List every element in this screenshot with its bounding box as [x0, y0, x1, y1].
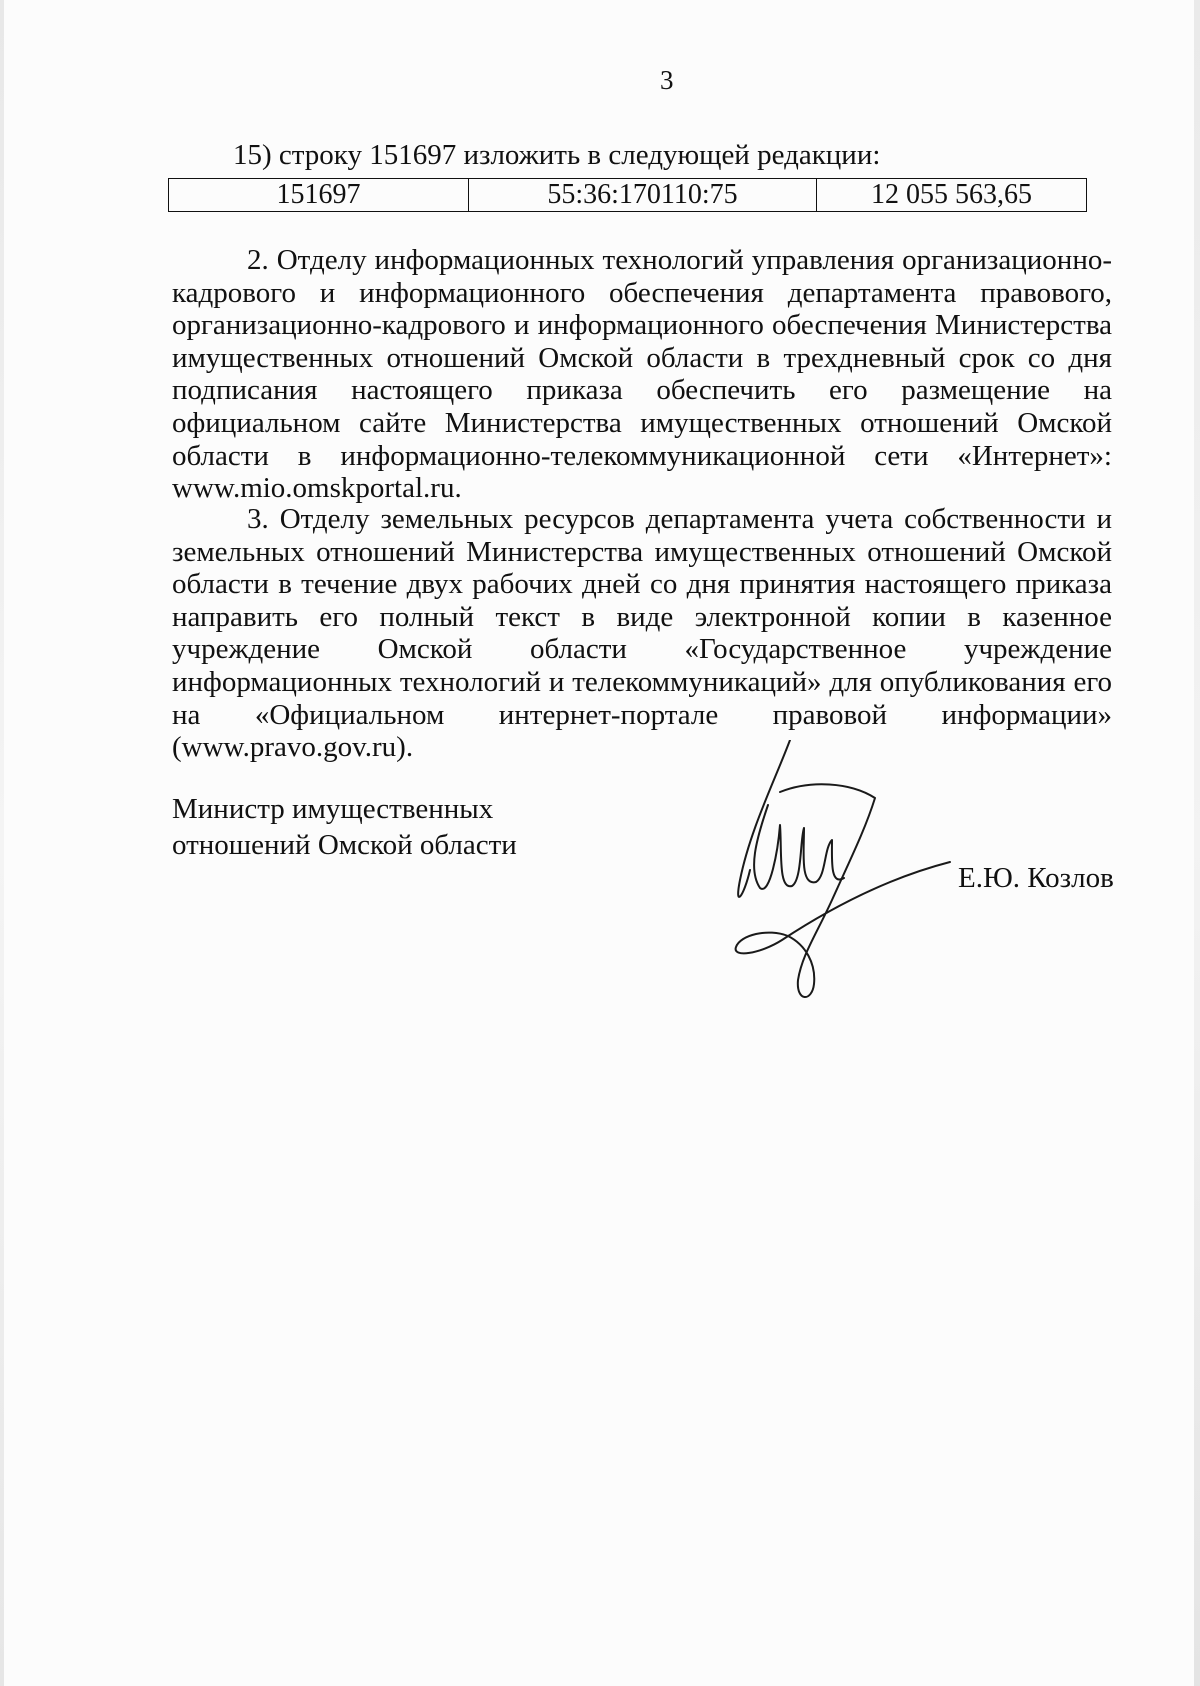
paragraph-2: 2. Отделу информационных технологий управления организационно-кадрового и информационного обеспечения департамента правового, организационно-кадрового и информационного обеспечения Министерства имущественных отношений Омской области в трехдневный срок со дня подписания настоящего приказа обеспечить его размещение на официальном сайте Министерства имущественных отношений Омской области в информационно-телекоммуникационной сети «Интернет»: www.mio.omskportal.ru.	[172, 244, 1112, 505]
table-row	[169, 179, 1087, 212]
signer-title	[172, 791, 517, 863]
handwritten-signature	[720, 740, 980, 1020]
table-cell-cadastral-number: 55:36:170110:75	[469, 179, 817, 212]
signer-title-line-1: Министр имущественных	[172, 793, 494, 825]
scan-edge-right	[1194, 0, 1200, 1686]
scan-edge-left	[0, 0, 4, 1686]
record-table	[168, 178, 1087, 212]
paragraph-3: 3. Отделу земельных ресурсов департамента учета собственности и земельных отношений Министерства имущественных отношений Омской области в течение двух рабочих дней со дня принятия настоящего приказа направить его полный текст в виде электронной копии в казенное учреждение Омской области «Государственное учреждение информационных технологий и телекоммуникаций» для опубликования его на «Официальном интернет-портале правовой информации» (www.pravo.gov.ru).	[172, 503, 1112, 764]
table-cell-id: 151697	[169, 179, 469, 212]
page-number: 3	[660, 65, 674, 95]
amendment-intro: 15) строку 151697 изложить в следующей редакции:	[233, 139, 881, 171]
signer-name: Е.Ю. Козлов	[958, 862, 1114, 894]
signer-title-line-2: отношений Омской области	[172, 829, 517, 861]
table-cell-value: 12 055 563,65	[817, 179, 1087, 212]
